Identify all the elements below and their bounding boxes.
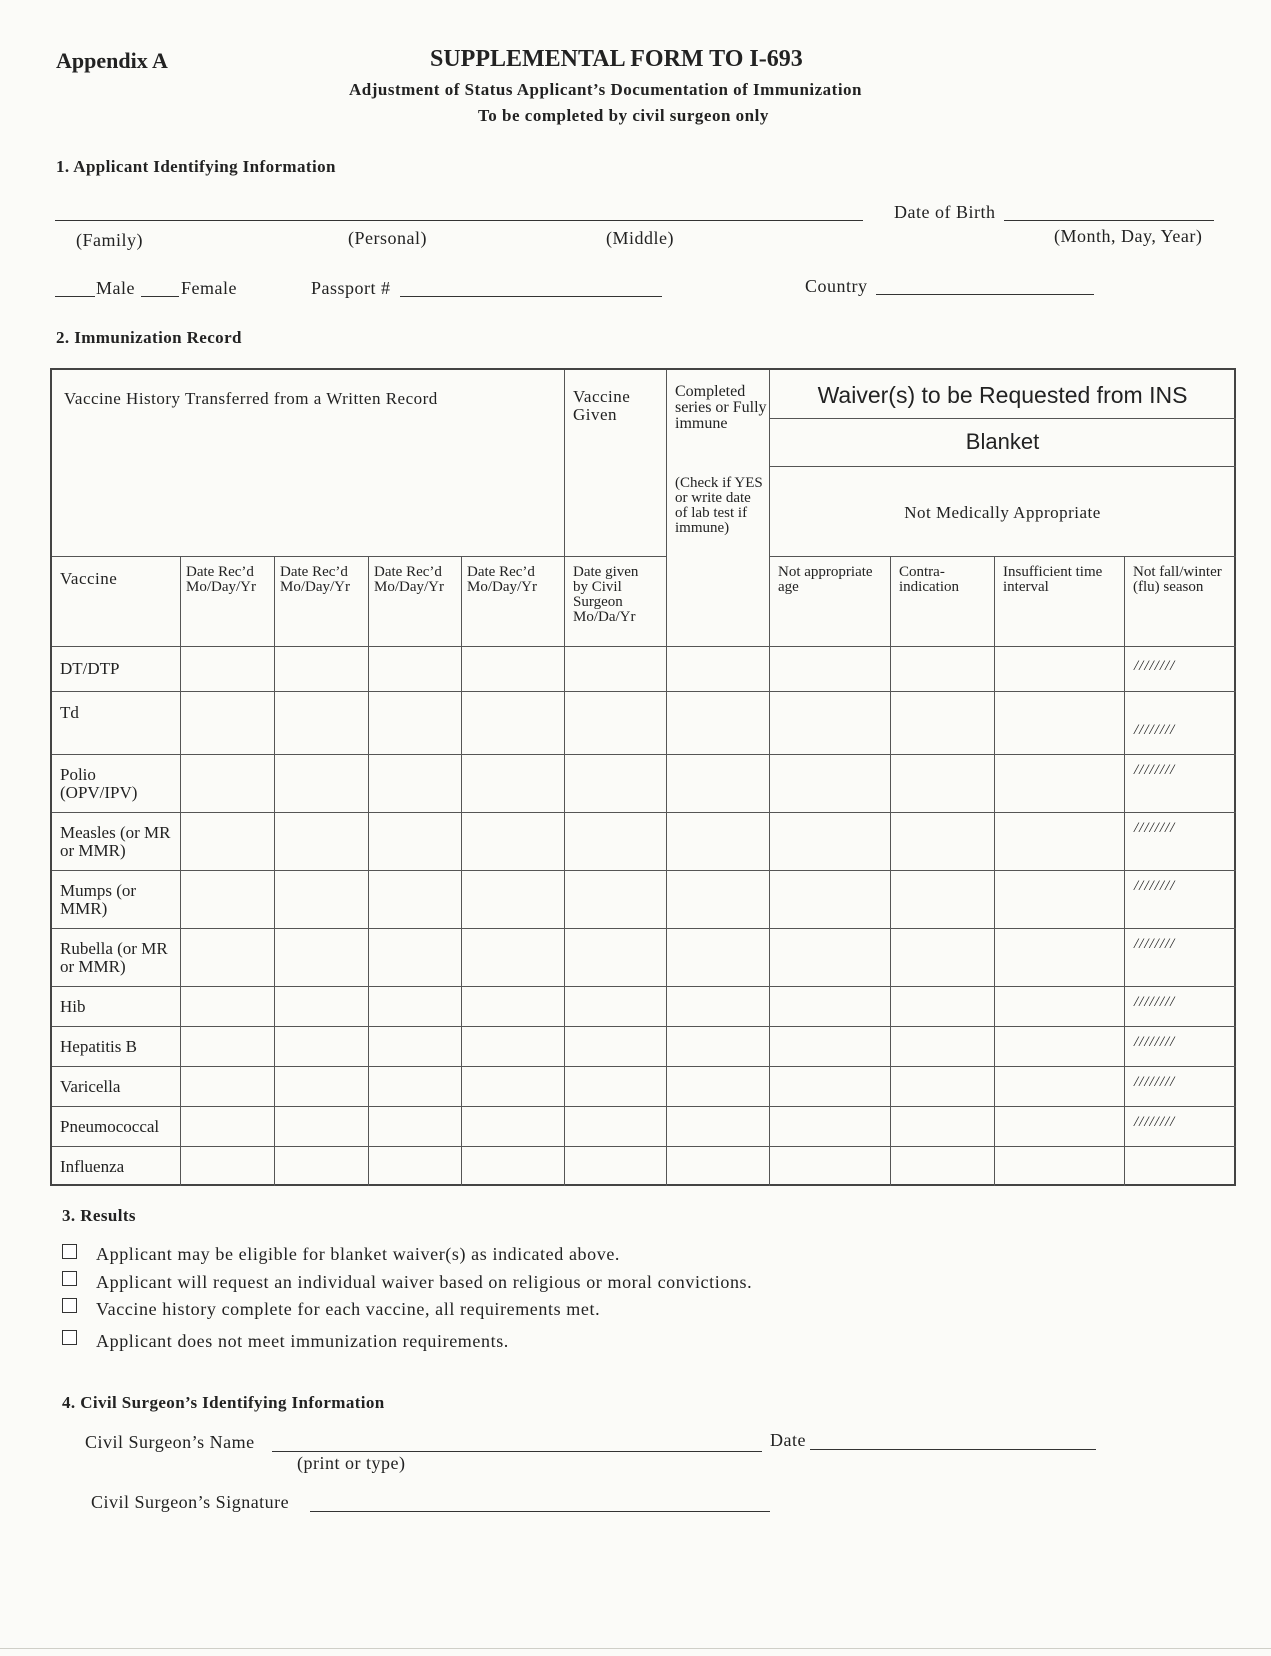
middle-label: (Middle): [606, 228, 674, 248]
appendix-label: Appendix A: [56, 48, 168, 73]
waiver-header: Waiver(s) to be Requested from INS: [817, 382, 1188, 408]
row-divider: [769, 556, 1236, 557]
hatch-mark: ////////: [1134, 722, 1176, 738]
row-label-dt-dtp: DT/DTP: [60, 659, 120, 678]
male-line[interactable]: [55, 296, 95, 297]
contraindication-col: Contra-indication: [899, 564, 959, 595]
row-divider: [52, 1066, 1236, 1067]
print-or-type-note: (print or type): [297, 1453, 406, 1473]
row-divider: [52, 986, 1236, 987]
blanket-header: Blanket: [965, 429, 1040, 454]
result-text-individual: Applicant will request an individual waiver based on religious or moral convictions.: [96, 1272, 753, 1292]
row-divider: [52, 1146, 1236, 1147]
signature-line[interactable]: [310, 1511, 770, 1512]
date-recd-col-2: Date Rec’d Mo/Day/Yr: [280, 564, 350, 595]
date-recd-col-1: Date Rec’d Mo/Day/Yr: [186, 564, 256, 595]
row-divider: [52, 1026, 1236, 1027]
row-divider: [52, 812, 1236, 813]
hatch-mark: ////////: [1134, 1034, 1176, 1050]
result-checkbox-individual[interactable]: [62, 1271, 77, 1286]
row-label-mumps: Mumps (or MMR): [60, 881, 137, 918]
row-label-td: Td: [60, 703, 79, 722]
not-flu-season-col: Not fall/winter (flu) season: [1133, 564, 1222, 595]
result-checkbox-blanket[interactable]: [62, 1244, 77, 1259]
dob-format-label: (Month, Day, Year): [1054, 226, 1203, 246]
col-divider: [1124, 556, 1125, 1186]
vaccine-col-header: Vaccine: [60, 569, 118, 588]
hatch-mark: ////////: [1134, 1114, 1176, 1130]
female-label: Female: [181, 278, 237, 298]
section1-heading: 1. Applicant Identifying Information: [56, 157, 336, 176]
hatch-mark: ////////: [1134, 878, 1176, 894]
col-divider: [890, 556, 891, 1186]
form-subtitle: Adjustment of Status Applicant’s Documentation of Immunization: [349, 80, 863, 99]
page-bottom-edge: [0, 1648, 1271, 1649]
personal-label: (Personal): [348, 228, 427, 248]
surgeon-name-label: Civil Surgeon’s Name: [85, 1432, 255, 1452]
result-text-blanket: Applicant may be eligible for blanket waiver(s) as indicated above.: [96, 1244, 621, 1264]
hatch-mark: ////////: [1134, 1074, 1176, 1090]
row-divider: [52, 754, 1236, 755]
row-label-hib: Hib: [60, 997, 86, 1016]
row-divider: [52, 646, 1236, 647]
completed-check-note: (Check if YES or write date of lab test if immune): [675, 475, 763, 536]
completed-header: Completed series or Fully immune: [675, 383, 767, 432]
hatch-mark: ////////: [1134, 936, 1176, 952]
col-divider: [564, 370, 565, 1186]
hatch-mark: ////////: [1134, 658, 1176, 674]
row-divider: [52, 870, 1236, 871]
passport-line[interactable]: [400, 296, 662, 297]
col-divider: [274, 556, 275, 1186]
result-checkbox-complete[interactable]: [62, 1298, 77, 1313]
col-divider: [368, 556, 369, 1186]
history-header: Vaccine History Transferred from a Written Record: [64, 389, 438, 408]
row-label-pneumococcal: Pneumococcal: [60, 1117, 160, 1136]
result-checkbox-not-met[interactable]: [62, 1330, 77, 1345]
col-divider: [180, 556, 181, 1186]
not-medically-appropriate-header: Not Medically Appropriate: [904, 503, 1101, 522]
col-divider: [461, 556, 462, 1186]
hatch-mark: ////////: [1134, 994, 1176, 1010]
female-line[interactable]: [141, 296, 179, 297]
row-divider: [52, 556, 666, 557]
vaccine-given-header: Vaccine Given: [573, 387, 631, 424]
section2-heading: 2. Immunization Record: [56, 328, 242, 347]
result-text-complete: Vaccine history complete for each vaccine, all requirements met.: [96, 1299, 601, 1319]
date-given-col: Date given by Civil Surgeon Mo/Da/Yr: [573, 564, 639, 625]
hatch-mark: ////////: [1134, 762, 1176, 778]
row-divider: [52, 691, 1236, 692]
country-line[interactable]: [876, 294, 1094, 295]
section3-heading: 3. Results: [62, 1206, 136, 1225]
immunization-table: [50, 368, 1236, 1186]
section4-heading: 4. Civil Surgeon’s Identifying Information: [62, 1393, 385, 1412]
date-label: Date: [770, 1430, 806, 1450]
row-divider: [52, 1106, 1236, 1107]
dob-line[interactable]: [1004, 220, 1214, 221]
date-recd-col-4: Date Rec’d Mo/Day/Yr: [467, 564, 537, 595]
row-divider: [769, 466, 1236, 467]
row-label-varicella: Varicella: [60, 1077, 121, 1096]
surgeon-name-line[interactable]: [272, 1451, 762, 1452]
family-label: (Family): [76, 230, 143, 250]
signature-label: Civil Surgeon’s Signature: [91, 1492, 290, 1512]
row-divider: [52, 928, 1236, 929]
not-appropriate-age-col: Not appropriate age: [778, 564, 873, 595]
row-label-polio: Polio (OPV/IPV): [60, 765, 138, 802]
col-divider: [769, 370, 770, 1186]
insufficient-interval-col: Insufficient time interval: [1003, 564, 1103, 595]
name-line[interactable]: [55, 220, 863, 221]
form-title: SUPPLEMENTAL FORM TO I-693: [430, 46, 803, 72]
row-label-hepatitis-b: Hepatitis B: [60, 1037, 137, 1056]
date-recd-col-3: Date Rec’d Mo/Day/Yr: [374, 564, 444, 595]
form-instruction: To be completed by civil surgeon only: [478, 106, 769, 125]
male-label: Male: [96, 278, 135, 298]
date-line[interactable]: [810, 1449, 1096, 1450]
col-divider: [994, 556, 995, 1186]
row-label-measles: Measles (or MR or MMR): [60, 823, 171, 860]
country-label: Country: [805, 276, 868, 296]
result-text-not-met: Applicant does not meet immunization requirements.: [96, 1331, 509, 1351]
col-divider: [666, 370, 667, 1186]
passport-label: Passport #: [311, 278, 391, 298]
row-label-rubella: Rubella (or MR or MMR): [60, 939, 168, 976]
dob-label: Date of Birth: [894, 202, 996, 222]
row-divider: [769, 418, 1236, 419]
row-label-influenza: Influenza: [60, 1157, 125, 1176]
hatch-mark: ////////: [1134, 820, 1176, 836]
